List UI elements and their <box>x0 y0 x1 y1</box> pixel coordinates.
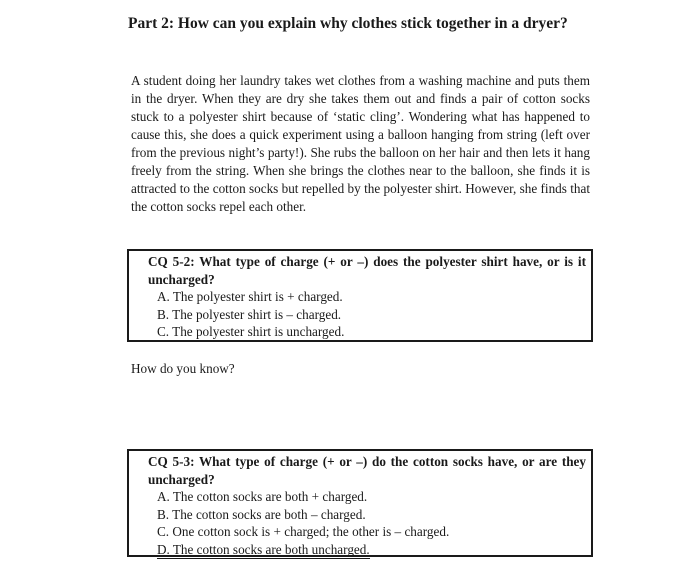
part-title: Part 2: How can you explain why clothes stick together in a dryer? <box>128 15 568 32</box>
cq-5-2-option-c: C. The polyester shirt is uncharged. <box>157 323 344 342</box>
cq-5-2-option-b: B. The polyester shirt is – charged. <box>157 306 342 322</box>
cq-5-3-option-b: B. The cotton socks are both – charged. <box>157 506 366 522</box>
cq-5-3-option-d: D. The cotton socks are both uncharged. <box>157 541 370 560</box>
cq-5-3-option-a: A. The cotton socks are both + charged. <box>157 489 368 504</box>
cq-5-3-question: CQ 5-3: What type of charge (+ or –) do the cotton socks have, or are they uncharged? <box>148 454 586 487</box>
scenario-paragraph: A student doing her laundry takes wet clothes from a washing machine and puts them in the dryer. When they are dry she takes them out and finds a pair of cotton socks stuck to a polyester shirt because of ‘static cling’. Wondering what has happened to cause this, she does a quick experiment using a balloon hanging from string (left over from the previous night’s party!). She rubs the balloon on her hair and then lets it hang freely from the string. When she brings the clothes near to the balloon, she finds it is attracted to the cotton socks but repelled by the polyester shirt. However, she finds that the cotton socks repel each other. <box>131 73 590 214</box>
cq-5-2-question: CQ 5-2: What type of charge (+ or –) does the polyester shirt have, or is it uncharged? <box>148 254 586 287</box>
cq-5-2-box <box>127 249 593 342</box>
cq-5-3-box <box>127 449 593 557</box>
cq-5-3-option-c: C. One cotton sock is + charged; the other is – charged. <box>157 524 450 539</box>
cq-5-2-option-a: A. The polyester shirt is + charged. <box>157 289 343 304</box>
how-do-you-know-prompt: How do you know? <box>131 361 235 376</box>
